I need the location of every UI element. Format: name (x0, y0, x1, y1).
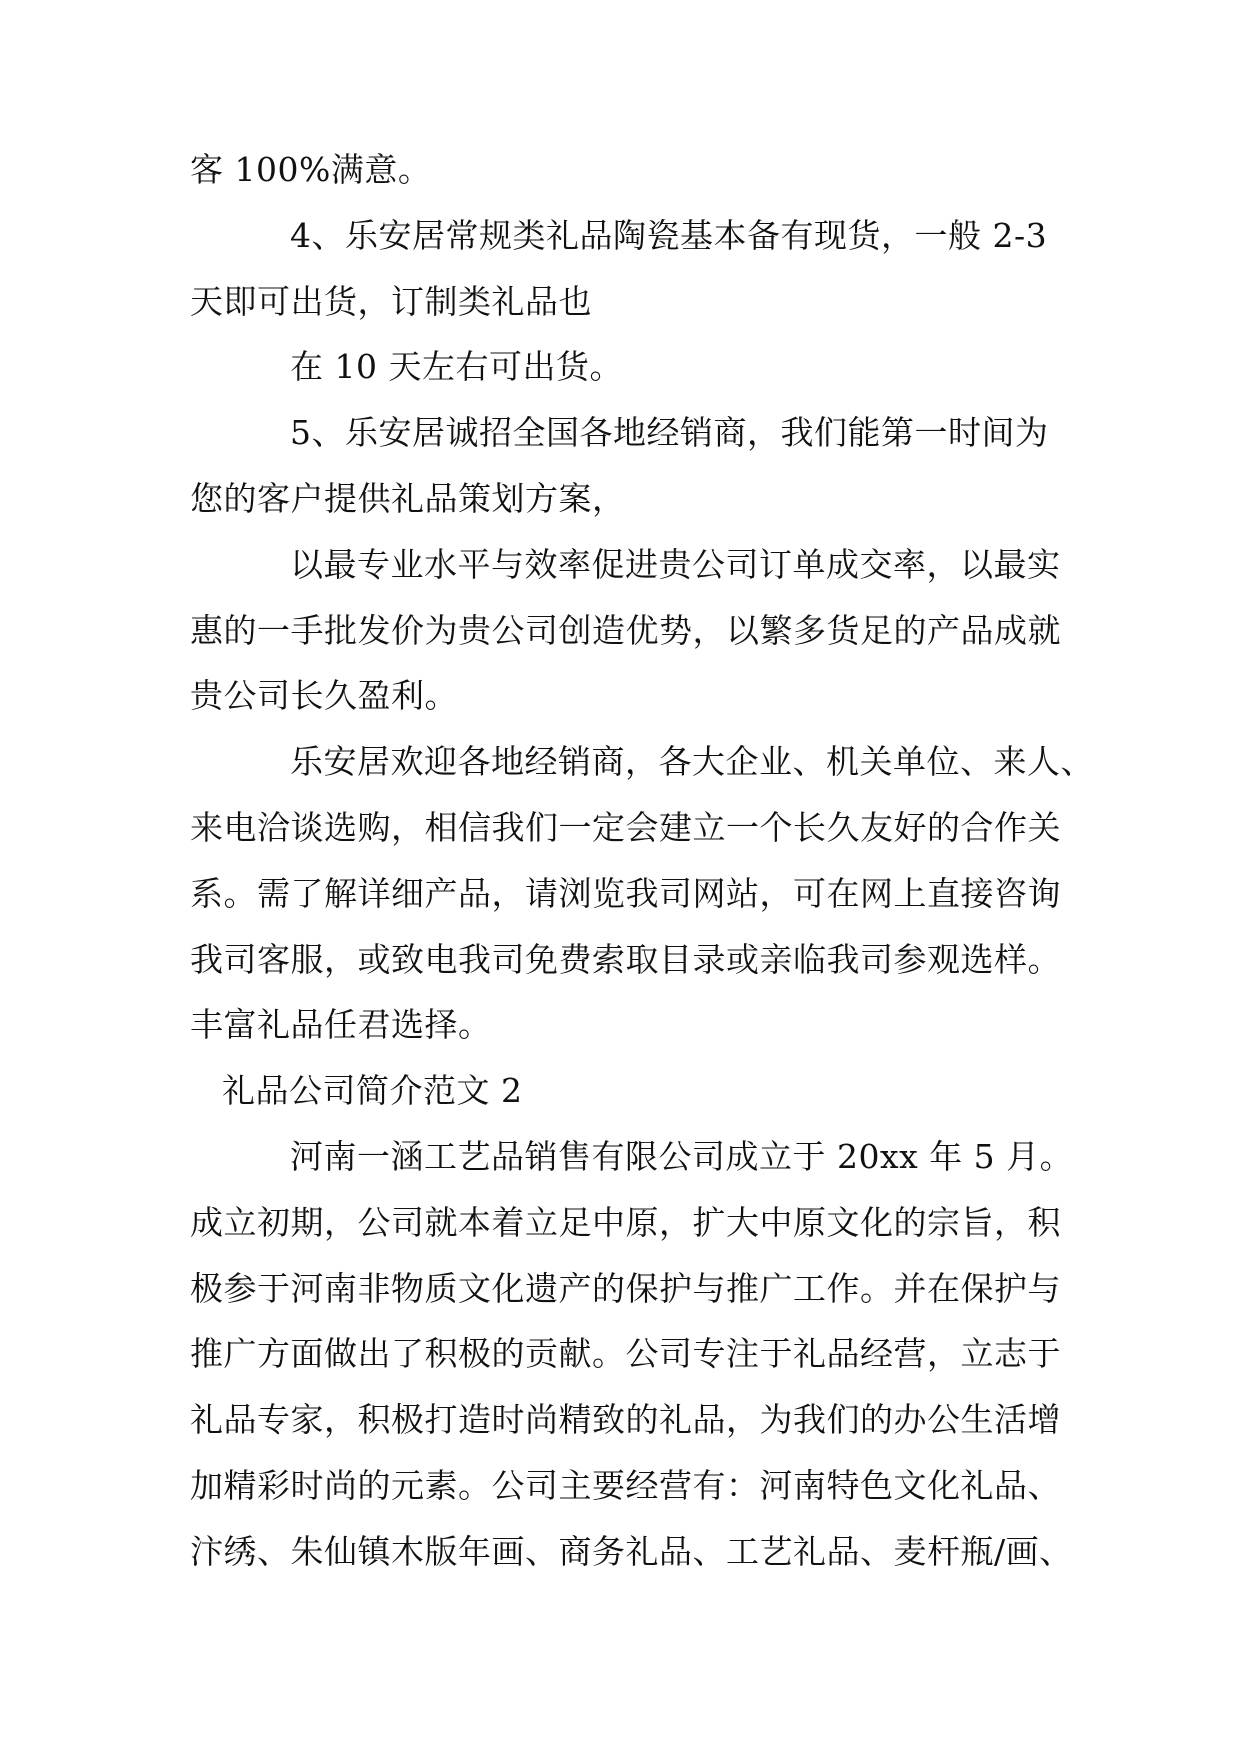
text-line-22: 汴绣、朱仙镇木版年画、商务礼品、工艺礼品、麦杆瓶/画、 (190, 1532, 1073, 1571)
text-line-17: 成立初期，公司就本着立足中原，扩大中原文化的宗旨，积 (190, 1203, 1061, 1242)
text-line-20: 礼品专家，积极打造时尚精致的礼品，为我们的办公生活增 (190, 1400, 1061, 1439)
text-line-11: 来电洽谈选购，相信我们一定会建立一个长久友好的合作关 (190, 808, 1061, 847)
section-heading: 礼品公司简介范文 2 (222, 1071, 523, 1110)
text-line-7: 以最专业水平与效率促进贵公司订单成交率，以最实 (290, 545, 1061, 584)
text-line-6: 您的客户提供礼品策划方案， (190, 479, 626, 518)
text-line-21: 加精彩时尚的元素。公司主要经营有：河南特色文化礼品、 (190, 1466, 1061, 1505)
text-line-16: 河南一涵工艺品销售有限公司成立于 20xx 年 5 月。 (290, 1137, 1074, 1176)
text-line-12: 系。需了解详细产品，请浏览我司网站，可在网上直接咨询 (190, 874, 1061, 913)
text-line-2: 4、乐安居常规类礼品陶瓷基本备有现货，一般 2-3 (290, 216, 1048, 255)
text-line-19: 推广方面做出了积极的贡献。公司专注于礼品经营，立志于 (190, 1334, 1061, 1373)
text-line-4: 在 10 天左右可出货。 (290, 347, 623, 386)
text-line-14: 丰富礼品任君选择。 (190, 1005, 492, 1044)
text-line-18: 极参于河南非物质文化遗产的保护与推广工作。并在保护与 (190, 1269, 1061, 1308)
text-line-3: 天即可出货，订制类礼品也 (190, 282, 592, 321)
text-line-10: 乐安居欢迎各地经销商，各大企业、机关单位、来人、 (290, 742, 1094, 781)
text-line-8: 惠的一手批发价为贵公司创造优势，以繁多货足的产品成就 (190, 611, 1061, 650)
text-line-9: 贵公司长久盈利。 (190, 676, 458, 715)
text-line-5: 5、乐安居诚招全国各地经销商，我们能第一时间为 (290, 413, 1049, 452)
text-line-1: 客 100%满意。 (190, 150, 432, 189)
text-line-13: 我司客服，或致电我司免费索取目录或亲临我司参观选样。 (190, 940, 1061, 979)
